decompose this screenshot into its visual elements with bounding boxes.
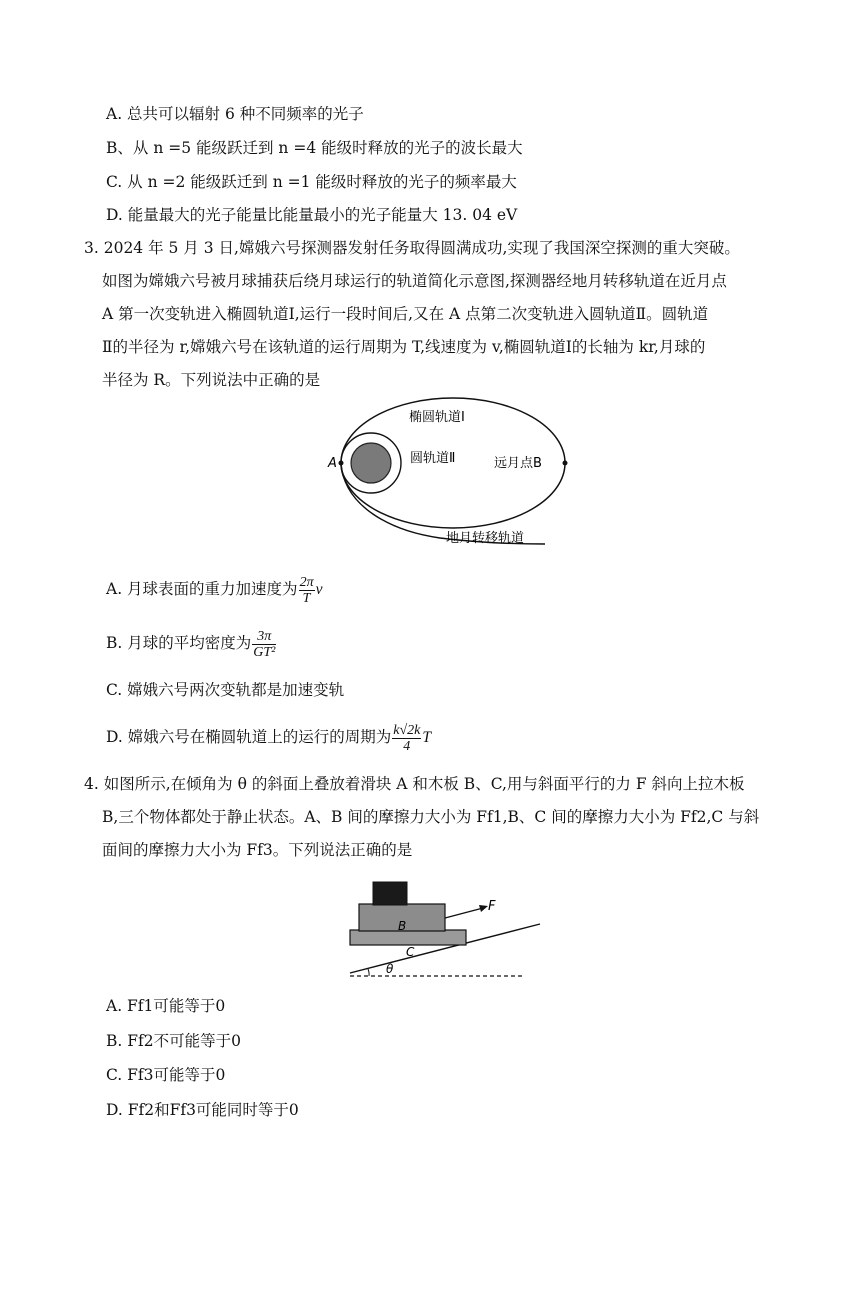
incline-diagram (336, 872, 546, 984)
force-arrow-head (479, 905, 488, 912)
slider-a (373, 882, 407, 905)
q3-stem-line-5: 半径为 R。下列说法中正确的是 (102, 371, 321, 389)
q3-option-d-tail: T (422, 729, 431, 746)
q4-option-b: B. Ff2不可能等于0 (106, 1032, 241, 1050)
far-point-label: 远月点B (494, 456, 542, 471)
q4-stem-line-1: 4. 如图所示,在倾角为 θ 的斜面上叠放着滑块 A 和木板 B、C,用与斜面平行的力 F 斜向上拉木板 (84, 775, 745, 793)
block-b-label: B (398, 919, 407, 933)
q3-stem-line-4: Ⅱ的半径为 r,嫦娥六号在该轨道的运行周期为 T,线速度为 v,椭圆轨道Ⅰ的长轴为 kr,月球的 (102, 338, 706, 356)
force-label: F (488, 899, 496, 914)
transfer-label: 地月转移轨道 (446, 531, 525, 546)
force-arrow-shaft (445, 908, 483, 918)
fraction-denominator: T (302, 590, 311, 606)
orbit-diagram (320, 396, 570, 556)
q2-option-a: A. 总共可以辐射 6 种不同频率的光子 (106, 105, 364, 123)
circle-label: 圆轨道Ⅱ (410, 451, 456, 466)
q3-stem-line-2: 如图为嫦娥六号被月球捕获后绕月球运行的轨道简化示意图,探测器经地月转移轨道在近月点 (102, 272, 727, 290)
q3-option-d (106, 720, 431, 754)
fraction-denominator: GT² (253, 644, 276, 660)
q4-option-d: D. Ff2和Ff3可能同时等于0 (106, 1101, 299, 1119)
point-a-label: A (328, 456, 337, 471)
q3-option-b-fraction (252, 629, 276, 660)
moon (351, 443, 391, 483)
fraction-denominator: 4 (403, 738, 411, 754)
q3-option-a-tail: v (315, 581, 323, 598)
q2-option-c: C. 从 n =2 能级跃迁到 n =1 能级时释放的光子的频率最大 (106, 173, 517, 191)
fraction-numerator: 3π (252, 629, 276, 645)
q3-option-d-text: D. 嫦娥六号在椭圆轨道上的运行的周期为 (106, 728, 392, 746)
q4-stem-line-3: 面间的摩擦力大小为 Ff3。下列说法正确的是 (102, 841, 413, 859)
q2-option-d: D. 能量最大的光子能量比能量最小的光子能量大 13. 04 eV (106, 206, 518, 224)
q2-option-b: B、从 n =5 能级跃迁到 n =4 能级时释放的光子的波长最大 (106, 139, 523, 157)
block-c-label: C (406, 945, 415, 959)
q3-stem-line-1: 3. 2024 年 5 月 3 日,嫦娥六号探测器发射任务取得圆满成功,实现了我国深空探测的重大突破。 (84, 239, 740, 257)
angle-label: θ (386, 962, 394, 976)
q3-option-a-fraction (299, 575, 315, 606)
q3-stem-line-3: A 第一次变轨进入椭圆轨道Ⅰ,运行一段时间后,又在 A 点第二次变轨进入圆轨道Ⅱ。圆轨道 (102, 305, 709, 323)
q4-option-a: A. Ff1可能等于0 (106, 997, 226, 1015)
q3-option-a (106, 572, 322, 606)
point-b-dot (563, 461, 568, 466)
angle-arc (368, 969, 369, 976)
q3-option-b (106, 626, 277, 660)
fraction-numerator: 2π (299, 574, 314, 590)
q3-option-c: C. 嫦娥六号两次变轨都是加速变轨 (106, 681, 345, 699)
fraction-numerator: k√2k (393, 722, 421, 738)
q3-option-d-fraction (392, 723, 421, 754)
ellipse-label: 椭圆轨道Ⅰ (409, 410, 465, 425)
point-a-dot (339, 461, 344, 466)
q3-option-b-text: B. 月球的平均密度为 (106, 634, 252, 652)
q4-stem-line-2: B,三个物体都处于静止状态。A、B 间的摩擦力大小为 Ff1,B、C 间的摩擦力大小为 Ff2,C 与斜 (102, 808, 760, 826)
q3-option-a-text: A. 月球表面的重力加速度为 (106, 580, 298, 598)
board-c (350, 930, 466, 945)
q4-option-c: C. Ff3可能等于0 (106, 1066, 226, 1084)
